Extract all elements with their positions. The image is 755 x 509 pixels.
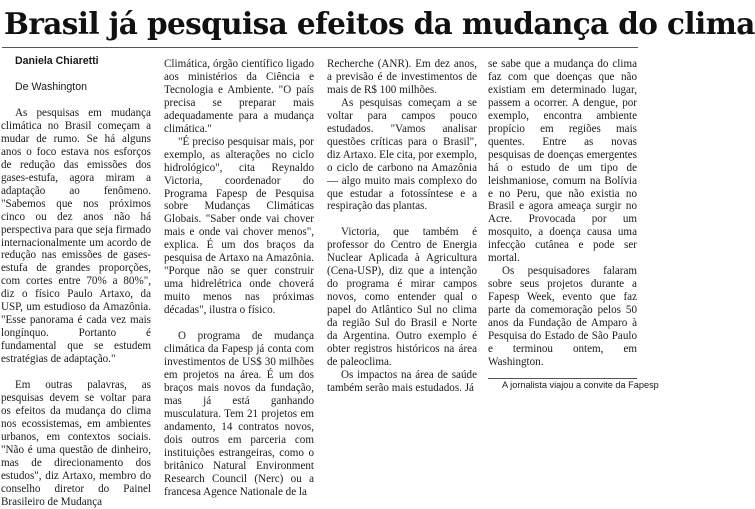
headline: Brasil já pesquisa efeitos da mudança do clima bbox=[4, 6, 755, 41]
paragraph: Em outras palavras, as pesquisas devem se voltar para os efeitos da mudança do clima nos ecossistemas, em ambientes urbanos, em contextos sociais. "Não é uma questão de dinheiro, mas de direcionamento dos estudos", diz Artaxo, membro do conselho diretor do Painel Brasileiro de Mudança bbox=[1, 379, 151, 508]
author-name: Daniela Chiaretti bbox=[15, 55, 99, 67]
headline-rule bbox=[2, 47, 638, 48]
byline bbox=[1, 55, 151, 94]
paragraph: As pesquisas em mudança climática no Brasil começam a mudar de rumo. Se há alguns anos o foco estava nos esforços de redução das emissões dos gases-estufa, agora miram a adaptação ao fenômeno. "Sabemos que nos próximos cinco ou dez anos não há perspectiva para que seja firmado internacionalmente um acordo de redução nas emissões de gases-estufa de grandes proporções, com cortes entre 70% a 80%", diz o físico Paulo Artaxo, da USP, um estudioso da Amazônia. "Esse panorama é cada vez mais longínquo. Portanto é fundamental que se estudem estratégias de adaptação." bbox=[1, 107, 151, 366]
paragraph: Os pesquisadores falaram sobre seus projetos durante a Fapesp Week, evento que faz parte da comemoração pelos 50 anos da Fundação de Amparo à Pesquisa do Estado de São Paulo e terminou ontem, em Washington. bbox=[488, 265, 637, 368]
column-1 bbox=[1, 55, 151, 509]
column-4 bbox=[488, 58, 659, 391]
paragraph: Os impactos na área de saúde também serão mais estudados. Já bbox=[327, 368, 477, 394]
paragraph: Climática, órgão científico ligado aos ministérios da Ciência e Tecnologia e Ambiente. "O país precisa se preparar mais adequadamente para a mudança climática." bbox=[164, 58, 314, 135]
paragraph: Victoria, que também é professor do Centro de Energia Nuclear Aplicada à Agricultura (Cena-USP), diz que a intenção do programa é mirar campos novos, como entender qual o papel do Atlântico Sul no clima da região Sul do Brasil e Norte da Argentina. Outro exemplo é obter registros históricos na área de paleoclima. bbox=[327, 226, 477, 368]
paragraph: "É preciso pesquisar mais, por exemplo, as alterações no ciclo hidrológico", cita Reynaldo Victoria, coordenador do Programa Fapesp de Pesquisa sobre Mudanças Climáticas Globais. "Saber onde vai chover mais e onde vai chover menos", explica. É um dos braços da pesquisa de Artaxo na Amazônia. "Porque não se quer construir uma hidrelétrica onde choverá muito menos nas próximas décadas", ilustra o físico. bbox=[164, 135, 314, 317]
paragraph: se sabe que a mudança do clima faz com que doenças que não existiam em determinado lugar, passem a ocorrer. A dengue, por exemplo, encontra ambiente propício em regiões mais quentes. Entre as novas pesquisas de doenças emergentes há o estudo de um tipo de leishmaniose, comum na Bolívia e no Peru, que não existia no Brasil e agora ameaça surgir no Acre. Provocada por um mosquito, a doença causa uma infecção cutânea e pode ser mortal. bbox=[488, 58, 637, 265]
paragraph: As pesquisas começam a se voltar para campos pouco estudados. "Vamos analisar questões críticas para o Brasil", diz Artaxo. Ele cita, por exemplo, o ciclo de carbono na Amazônia — algo muito mais complexo do que estudar a fotossíntese e a respiração das plantas. bbox=[327, 96, 477, 213]
dateline: De Washington bbox=[15, 81, 88, 93]
column-1-body bbox=[1, 107, 151, 509]
column-3 bbox=[327, 58, 477, 395]
paragraph: O programa de mudança climática da Fapesp já conta com investimentos de US$ 30 milhões em projetos na área. É um dos braços mais novos da fundação, mas já está ganhando musculatura. Tem 21 projetos em andamento, 14 contratos novos, dois outros em parceria com instituições estrangeiras, como o britânico Natural Environment Research Council (Nerc) ou a francesa Agence Nationale de la bbox=[164, 330, 314, 498]
footnote: A jornalista viajou a convite da Fapesp bbox=[502, 379, 659, 390]
column-2 bbox=[164, 58, 314, 498]
paragraph: Recherche (ANR). Em dez anos, a previsão é de investimentos de mais de R$ 100 milhões. bbox=[327, 58, 477, 96]
